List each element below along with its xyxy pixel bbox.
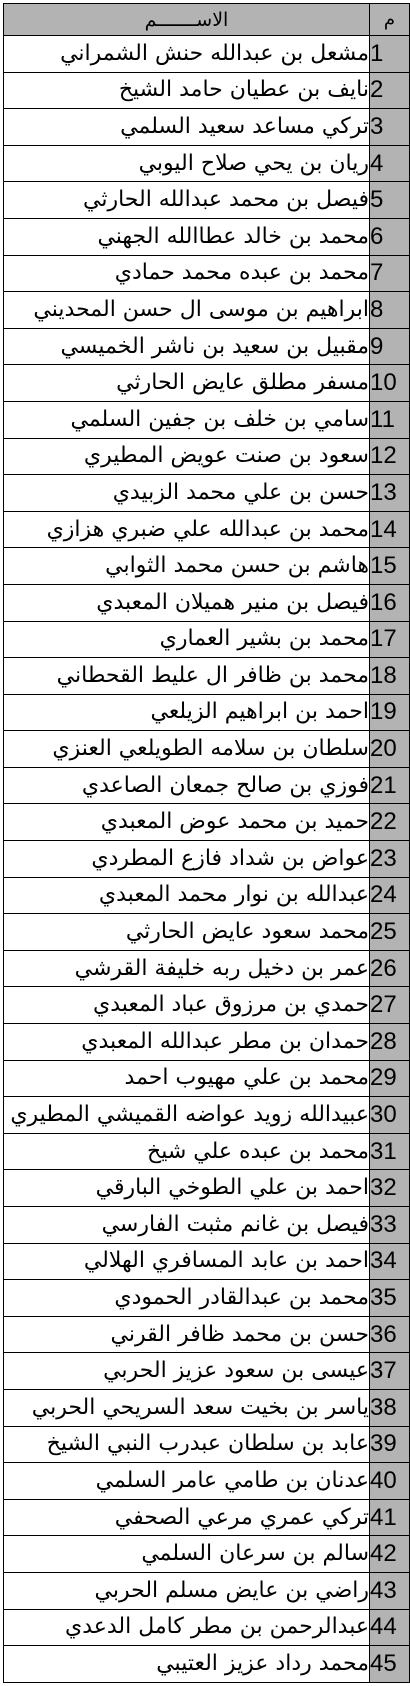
name-cell[interactable]: حسن بن محمد ظافر القرني	[4, 1316, 370, 1353]
name-cell[interactable]: محمد بن عبده محمد حمادي	[4, 255, 370, 292]
row-number-cell[interactable]: 36	[370, 1316, 410, 1353]
row-number-cell[interactable]: 7	[370, 255, 410, 292]
name-cell[interactable]: سعود بن صنت عويض المطيري	[4, 438, 370, 475]
table-row	[4, 1207, 410, 1244]
row-number-cell[interactable]: 17	[370, 621, 410, 658]
name-cell[interactable]: مقبيل بن سعيد بن ناشر الخميسي	[4, 328, 370, 365]
name-cell[interactable]: محمد بن خالد عطاالله الجهني	[4, 218, 370, 255]
name-cell[interactable]: فيصل بن منير هميلان المعبدي	[4, 584, 370, 621]
name-cell[interactable]: حميد بن محمد عوض المعبدي	[4, 804, 370, 841]
name-cell[interactable]: عابد بن سلطان عبدرب النبي الشيخ	[4, 1426, 370, 1463]
row-number-cell[interactable]: 45	[370, 1646, 410, 1683]
table-row	[4, 401, 410, 438]
table-row	[4, 218, 410, 255]
row-number-cell[interactable]: 23	[370, 841, 410, 878]
name-cell[interactable]: حمدان بن مطر عبدالله المعبدي	[4, 1024, 370, 1061]
row-number-cell[interactable]: 1	[370, 36, 410, 73]
table-row	[4, 438, 410, 475]
table-row	[4, 767, 410, 804]
table-row	[4, 365, 410, 402]
row-number-cell[interactable]: 28	[370, 1024, 410, 1061]
name-cell[interactable]: محمد سعود عايض الحارثي	[4, 914, 370, 951]
name-cell[interactable]: محمد بن عبدالقادر الحمودي	[4, 1280, 370, 1317]
row-number-cell[interactable]: 14	[370, 511, 410, 548]
table-row	[4, 841, 410, 878]
table-row	[4, 511, 410, 548]
table-row	[4, 804, 410, 841]
table-row	[4, 1499, 410, 1536]
row-number-cell[interactable]: 6	[370, 218, 410, 255]
table-row	[4, 694, 410, 731]
name-cell[interactable]: محمد بن عبدالله علي ضبري هزازي	[4, 511, 370, 548]
table-row	[4, 1646, 410, 1683]
table-row	[4, 1463, 410, 1500]
table-row	[4, 1426, 410, 1463]
row-number-cell[interactable]: 25	[370, 914, 410, 951]
row-number-cell[interactable]: 43	[370, 1572, 410, 1609]
row-number-cell[interactable]: 13	[370, 475, 410, 512]
table-row	[4, 1243, 410, 1280]
table-row	[4, 292, 410, 329]
names-table	[3, 3, 410, 1683]
name-cell[interactable]: محمد بن ظافر ال عليط القحطاني	[4, 658, 370, 695]
table-row	[4, 1060, 410, 1097]
name-cell[interactable]: عبدالله بن نوار محمد المعبدي	[4, 877, 370, 914]
row-number-cell[interactable]: 44	[370, 1609, 410, 1646]
table-row	[4, 1316, 410, 1353]
row-number-cell[interactable]: 29	[370, 1060, 410, 1097]
name-cell[interactable]: محمد بن علي مهيوب احمد	[4, 1060, 370, 1097]
row-number-cell[interactable]: 9	[370, 328, 410, 365]
name-cell[interactable]: احمد بن علي الطوخي البارقي	[4, 1170, 370, 1207]
row-number-cell[interactable]: 12	[370, 438, 410, 475]
row-number-cell[interactable]: 33	[370, 1207, 410, 1244]
name-cell[interactable]: ياسر بن بخيت سعد السريحي الحربي	[4, 1389, 370, 1426]
row-number-cell[interactable]: 37	[370, 1353, 410, 1390]
name-cell[interactable]: حمدي بن مرزوق عباد المعبدي	[4, 987, 370, 1024]
row-number-cell[interactable]: 38	[370, 1389, 410, 1426]
name-cell[interactable]: احمد بن ابراهيم الزيلعي	[4, 694, 370, 731]
name-cell[interactable]: احمد بن عابد المسافري الهلالي	[4, 1243, 370, 1280]
table-row	[4, 914, 410, 951]
row-number-cell[interactable]: 3	[370, 109, 410, 146]
table-row	[4, 328, 410, 365]
row-number-cell[interactable]: 21	[370, 767, 410, 804]
table-row	[4, 548, 410, 585]
row-number-cell[interactable]: 16	[370, 584, 410, 621]
name-cell[interactable]: عدنان بن طامي عامر السلمي	[4, 1463, 370, 1500]
table-row	[4, 1133, 410, 1170]
name-cell[interactable]: مشعل بن عبدالله حنش الشمراني	[4, 36, 370, 73]
table-row	[4, 72, 410, 109]
row-number-cell[interactable]: 42	[370, 1536, 410, 1573]
table-row	[4, 658, 410, 695]
row-number-cell[interactable]: 40	[370, 1463, 410, 1500]
name-cell[interactable]: فيصل بن محمد عبدالله الحارثي	[4, 182, 370, 219]
row-number-cell[interactable]: 31	[370, 1133, 410, 1170]
row-number-cell[interactable]: 41	[370, 1499, 410, 1536]
name-cell[interactable]: مسفر مطلق عايض الحارثي	[4, 365, 370, 402]
table-row	[4, 255, 410, 292]
name-cell[interactable]: نايف بن عطيان حامد الشيخ	[4, 72, 370, 109]
table-row	[4, 1353, 410, 1390]
row-number-cell[interactable]: 5	[370, 182, 410, 219]
table-row	[4, 584, 410, 621]
row-number-cell[interactable]: 39	[370, 1426, 410, 1463]
name-cell[interactable]: حسن بن علي محمد الزبيدي	[4, 475, 370, 512]
row-number-cell[interactable]: 22	[370, 804, 410, 841]
table-row	[4, 950, 410, 987]
header-row	[4, 4, 410, 36]
row-number-cell[interactable]: 8	[370, 292, 410, 329]
row-number-cell[interactable]: 30	[370, 1097, 410, 1134]
name-cell[interactable]: فيصل بن غانم مثبت الفارسي	[4, 1207, 370, 1244]
row-number-cell[interactable]: 20	[370, 731, 410, 768]
table-row	[4, 1572, 410, 1609]
table-row	[4, 877, 410, 914]
name-cell[interactable]: عبدالرحمن بن مطر كامل الدعدي	[4, 1609, 370, 1646]
row-number-cell[interactable]: 34	[370, 1243, 410, 1280]
table-row	[4, 731, 410, 768]
name-cell[interactable]: محمد بن عبده علي شيخ	[4, 1133, 370, 1170]
row-number-cell[interactable]: 24	[370, 877, 410, 914]
table-row	[4, 987, 410, 1024]
table-row	[4, 621, 410, 658]
table-row	[4, 1170, 410, 1207]
table-row	[4, 1389, 410, 1426]
table-row	[4, 109, 410, 146]
row-number-cell[interactable]: 4	[370, 145, 410, 182]
table-row	[4, 1280, 410, 1317]
table-row	[4, 36, 410, 73]
name-cell[interactable]: راضي بن عايض مسلم الحربي	[4, 1572, 370, 1609]
table-row	[4, 1609, 410, 1646]
row-number-cell[interactable]: 18	[370, 658, 410, 695]
table-row	[4, 1097, 410, 1134]
row-number-cell[interactable]: 32	[370, 1170, 410, 1207]
row-number-cell[interactable]: 35	[370, 1280, 410, 1317]
table-row	[4, 1024, 410, 1061]
row-number-cell[interactable]: 15	[370, 548, 410, 585]
table-row	[4, 475, 410, 512]
row-number-cell[interactable]: 10	[370, 365, 410, 402]
row-number-cell[interactable]: 2	[370, 72, 410, 109]
name-cell[interactable]: ريان بن يحي صلاح اليوبي	[4, 145, 370, 182]
table-row	[4, 1536, 410, 1573]
name-cell[interactable]: سالم بن سرعان السلمي	[4, 1536, 370, 1573]
name-cell[interactable]: تركي مساعد سعيد السلمي	[4, 109, 370, 146]
row-number-cell[interactable]: 11	[370, 401, 410, 438]
name-cell[interactable]: عواض بن شداد فازع المطردي	[4, 841, 370, 878]
table-row	[4, 145, 410, 182]
name-column-header: الاســـــــم	[4, 4, 370, 36]
name-cell[interactable]: عمر بن دخيل ربه خليفة القرشي	[4, 950, 370, 987]
row-number-cell[interactable]: 19	[370, 694, 410, 731]
row-number-cell[interactable]: 26	[370, 950, 410, 987]
name-cell[interactable]: عيسى بن سعود عزيز الحربي	[4, 1353, 370, 1390]
name-cell[interactable]: تركي عمري مرعي الصحفي	[4, 1499, 370, 1536]
name-cell[interactable]: ابراهيم بن موسى ال حسن المحديني	[4, 292, 370, 329]
name-cell[interactable]: سلطان بن سلامه الطويلعي العنزي	[4, 731, 370, 768]
table-body	[4, 36, 410, 1683]
name-cell[interactable]: فوزي بن صالح جمعان الصاعدي	[4, 767, 370, 804]
name-cell[interactable]: هاشم بن حسن محمد الثوابي	[4, 548, 370, 585]
row-number-cell[interactable]: 27	[370, 987, 410, 1024]
table-row	[4, 182, 410, 219]
name-cell[interactable]: محمد رداد عزيز العتيبي	[4, 1646, 370, 1683]
name-cell[interactable]: سامي بن خلف بن جفين السلمي	[4, 401, 370, 438]
name-cell[interactable]: عبيدالله زويد عواضه القميشي المطيري	[4, 1097, 370, 1134]
name-cell[interactable]: محمد بن بشير العماري	[4, 621, 370, 658]
number-column-header: م	[370, 4, 410, 36]
